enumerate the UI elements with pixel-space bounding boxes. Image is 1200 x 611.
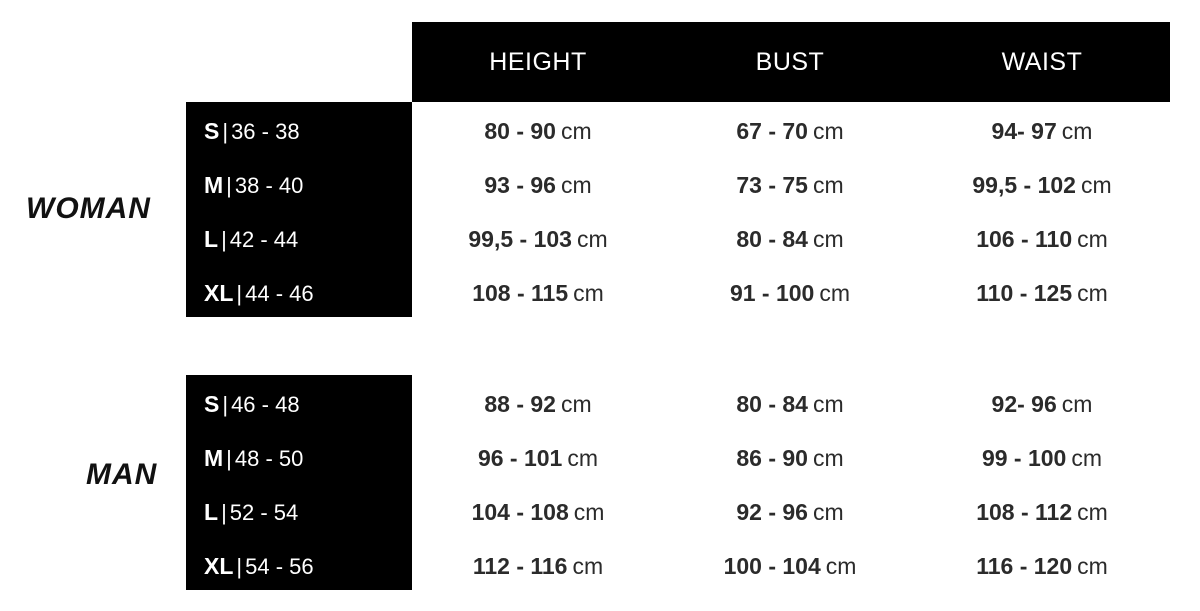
size-eu: 54 - 56 xyxy=(245,553,314,579)
bust-value: 73 - 75 cm xyxy=(736,171,844,198)
size-label xyxy=(186,553,412,580)
group-title-woman: WOMAN xyxy=(26,192,151,225)
bust-value: 86 - 90 cm xyxy=(736,444,844,471)
waist-value: 108 - 112 cm xyxy=(976,498,1108,525)
height-value: 80 - 90 cm xyxy=(484,117,592,144)
height-value: 99,5 - 103 cm xyxy=(468,225,608,252)
size-eu: 42 - 44 xyxy=(229,226,299,252)
waist-value: 99,5 - 102 cm xyxy=(972,171,1112,198)
bust-value: 67 - 70 cm xyxy=(736,117,844,144)
table-row xyxy=(186,212,1170,266)
height-value: 96 - 101 cm xyxy=(477,444,599,471)
table-row xyxy=(186,485,1170,539)
size-separator: | xyxy=(221,226,227,252)
bust-value: 92 - 96 cm xyxy=(736,498,844,525)
size-label xyxy=(186,280,412,307)
bust-value: 100 - 104 cm xyxy=(723,552,857,579)
table-header-row xyxy=(412,22,1170,102)
table-row xyxy=(186,266,1170,320)
size-label xyxy=(186,445,412,472)
size-eu: 38 - 40 xyxy=(234,172,304,198)
size-separator: | xyxy=(226,445,232,471)
table-row xyxy=(186,377,1170,431)
waist-value: 94- 97 cm xyxy=(991,117,1093,144)
size-label xyxy=(186,118,412,145)
size-eu: 52 - 54 xyxy=(229,499,299,525)
height-value: 88 - 92 cm xyxy=(484,390,592,417)
size-separator: | xyxy=(222,118,229,144)
size-eu: 36 - 38 xyxy=(231,118,300,144)
bust-value: 91 - 100 cm xyxy=(729,279,851,306)
size-label xyxy=(186,226,412,253)
waist-value: 106 - 110 cm xyxy=(976,225,1108,252)
size-code: L xyxy=(204,225,219,252)
table-row xyxy=(186,104,1170,158)
waist-value: 92- 96 cm xyxy=(991,390,1093,417)
column-header-height: HEIGHT xyxy=(489,47,587,76)
size-eu: 44 - 46 xyxy=(245,280,314,306)
column-header-waist: WAIST xyxy=(1001,47,1083,76)
group-title-man: MAN xyxy=(86,458,158,491)
size-code: XL xyxy=(204,279,234,306)
size-label xyxy=(186,391,412,418)
size-eu: 48 - 50 xyxy=(234,445,304,471)
size-label xyxy=(186,499,412,526)
size-separator: | xyxy=(222,391,229,417)
bust-value: 80 - 84 cm xyxy=(736,390,844,417)
table-row xyxy=(186,539,1170,593)
height-value: 93 - 96 cm xyxy=(484,171,592,198)
size-separator: | xyxy=(236,280,243,306)
size-label xyxy=(186,172,412,199)
size-code: S xyxy=(204,390,220,417)
size-eu: 46 - 48 xyxy=(231,391,300,417)
size-separator: | xyxy=(226,172,232,198)
size-code: L xyxy=(204,498,219,525)
size-separator: | xyxy=(221,499,227,525)
size-code: M xyxy=(204,444,224,471)
waist-value: 116 - 120 cm xyxy=(976,552,1108,579)
bust-value: 80 - 84 cm xyxy=(736,225,844,252)
table-row xyxy=(186,158,1170,212)
size-code: M xyxy=(204,171,224,198)
column-header-bust: BUST xyxy=(755,47,825,76)
height-value: 104 - 108 cm xyxy=(471,498,605,525)
size-separator: | xyxy=(236,553,243,579)
waist-value: 110 - 125 cm xyxy=(976,279,1108,306)
height-value: 112 - 116 cm xyxy=(472,552,604,579)
size-code: S xyxy=(204,117,220,144)
size-code: XL xyxy=(204,552,234,579)
height-value: 108 - 115 cm xyxy=(472,279,604,306)
table-row xyxy=(186,431,1170,485)
waist-value: 99 - 100 cm xyxy=(981,444,1103,471)
